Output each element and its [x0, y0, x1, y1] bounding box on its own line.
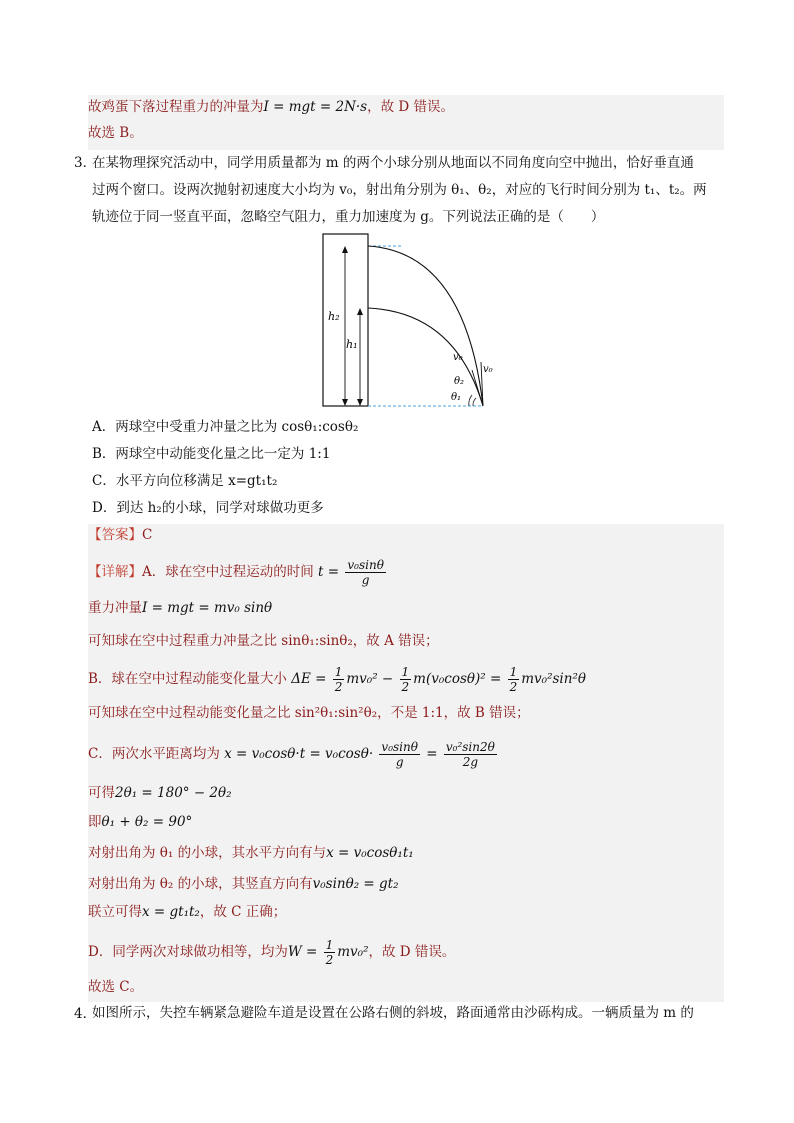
- c1-num1: v₀sinθ: [381, 740, 418, 754]
- answer-tag: 【答案】: [88, 527, 142, 543]
- c5-eq: v₀sinθ₂ = gt₂: [312, 876, 399, 892]
- b1-text: B．球在空中过程动能变化量大小: [88, 671, 287, 687]
- c1-eq-sign: =: [426, 746, 438, 762]
- c1-frac-2: [444, 740, 497, 769]
- theta1-arc: [469, 395, 472, 406]
- projectile-figure: [315, 232, 500, 412]
- d1-eq-lhs: W =: [287, 944, 318, 960]
- detail-c2: [88, 782, 232, 804]
- detail-c6: [88, 901, 286, 923]
- b1-frac-2: [400, 665, 412, 694]
- a1-num: v₀sinθ: [347, 558, 384, 572]
- final-answer: 故选 C。: [88, 979, 144, 995]
- option-b: B．两球空中动能变化量之比一定为 1:1: [92, 446, 331, 462]
- trajectory-low: [368, 308, 483, 406]
- h1-arrow-top: [357, 308, 363, 315]
- detail-b2: 可知球在空中过程动能变化量之比 sin²θ₁:sin²θ₂，不是 1:1，故 B 错误；: [88, 705, 530, 721]
- b1-frac-1: [333, 665, 345, 694]
- c6-eq: x = gt₁t₂: [142, 904, 200, 920]
- detail-c3: [88, 811, 192, 833]
- b1-eq-mid2: m(v₀cosθ)² =: [413, 671, 502, 687]
- d1-text: D．同学两次对球做功相等，均为: [88, 944, 288, 960]
- c1-den1: g: [395, 755, 404, 769]
- question-text-line1: 在某物理探究活动中，同学用质量都为 m 的两个小球分别从地面以不同角度向空中抛出，恰好垂直通: [92, 155, 694, 171]
- question4-number: 4．: [74, 1006, 97, 1022]
- c2-text: 可得: [88, 785, 115, 801]
- detail-c4: [88, 842, 414, 864]
- option-d: D．到达 h₂的小球，同学对球做功更多: [92, 500, 324, 516]
- h2-arrow-top: [342, 246, 348, 253]
- d1-den: 2: [325, 953, 334, 967]
- b1-frac2-den: 2: [401, 680, 410, 694]
- b1-eq-lhs: ΔE =: [291, 671, 327, 687]
- c5-text: 对射出角为 θ₂ 的小球，其竖直方向有: [88, 876, 313, 892]
- b1-frac1-num: 1: [334, 665, 343, 679]
- question-text-line3: 轨迹位于同一竖直平面，忽略空气阻力，重力加速度为 g。下列说法正确的是（ ）: [92, 209, 605, 225]
- h1-arrow-bottom: [357, 399, 363, 406]
- trajectory-high: [368, 246, 483, 406]
- c3-text: 即: [88, 814, 102, 830]
- detail-c1: [88, 740, 499, 769]
- c6-text: 联立可得: [88, 904, 142, 920]
- c4-text: 对射出角为 θ₁ 的小球，其水平方向有与: [88, 845, 327, 861]
- prev-line1-suffix: ，故 D 错误。: [367, 99, 455, 115]
- d1-fraction: [324, 938, 336, 967]
- c4-eq: x = v₀cosθ₁t₁: [326, 845, 414, 861]
- theta2-label: θ₂: [454, 376, 465, 387]
- prev-line1-equation: I = mgt = 2N·s: [263, 99, 368, 115]
- c2-eq: 2θ₁ = 180° − 2θ₂: [115, 785, 232, 801]
- answer-line: [88, 524, 152, 546]
- d1-suffix: ，故 D 错误。: [368, 944, 456, 960]
- h2-label: h₂: [328, 310, 340, 323]
- c6-suffix: ，故 C 正确；: [199, 904, 287, 920]
- c3-eq: θ₁ + θ₂ = 90°: [101, 814, 193, 830]
- question-number: 3．: [74, 155, 97, 171]
- b1-frac2-num: 1: [401, 665, 410, 679]
- h2-arrow-bottom: [342, 399, 348, 406]
- c1-eq: x = v₀cosθ·t = v₀cosθ·: [224, 746, 374, 762]
- b1-frac3-den: 2: [509, 680, 518, 694]
- detail-tag: 【详解】: [88, 564, 142, 580]
- detail-b1: [88, 665, 586, 694]
- question4-text-line1: 如图所示，失控车辆紧急避险车道是设置在公路右侧的斜坡，路面通常由沙砾构成。一辆质量为 m 的: [92, 1005, 694, 1021]
- c1-den2: 2g: [462, 755, 479, 769]
- question-text-line2: 过两个窗口。设两次抛射初速度大小均为 v₀，射出角分别为 θ₁、θ₂，对应的飞行时间分别为 t₁、t₂。两: [92, 182, 707, 198]
- detail-a1: [88, 558, 388, 587]
- c1-num2: v₀²sin2θ: [445, 740, 495, 754]
- v0-label-a: v₀: [483, 364, 493, 375]
- h1-label: h₁: [346, 338, 358, 351]
- detail-d1: [88, 938, 455, 967]
- a1-fraction: [345, 558, 386, 587]
- detail-a3: 可知球在空中过程重力冲量之比 sinθ₁:sinθ₂，故 A 错误；: [88, 633, 439, 649]
- detail-c5: [88, 873, 399, 895]
- d1-eq-end: mv₀²: [337, 944, 369, 960]
- a2-text: 重力冲量: [88, 600, 142, 616]
- b1-frac1-den: 2: [334, 680, 343, 694]
- option-c: C．水平方向位移满足 x=gt₁t₂: [92, 473, 278, 489]
- a2-eq: I = mgt = mv₀ sinθ: [142, 600, 273, 616]
- prev-solution-line2: 故选 B。: [88, 125, 143, 141]
- b1-frac3-num: 1: [509, 665, 518, 679]
- b1-eq-mid1: mv₀² −: [346, 671, 394, 687]
- a1-text: A．球在空中过程运动的时间: [142, 564, 314, 580]
- c1-frac-1: [379, 740, 420, 769]
- v0-label-b: v₀: [453, 352, 463, 363]
- option-a: A．两球空中受重力冲量之比为 cosθ₁:cosθ₂: [92, 419, 359, 435]
- b1-eq-end: mv₀²sin²θ: [521, 671, 586, 687]
- theta1-label: θ₁: [451, 392, 462, 403]
- theta2-arc: [473, 398, 476, 406]
- b1-frac-3: [508, 665, 520, 694]
- a1-den: g: [361, 573, 370, 587]
- c1-text: C．两次水平距离均为: [88, 746, 220, 762]
- prev-line1-text: 故鸡蛋下落过程重力的冲量为: [88, 99, 264, 115]
- detail-a2: [88, 597, 272, 619]
- d1-num: 1: [325, 938, 334, 952]
- prev-solution-line1: [88, 96, 454, 118]
- answer-value: C: [142, 527, 153, 543]
- a1-eq-lhs: t =: [318, 564, 340, 580]
